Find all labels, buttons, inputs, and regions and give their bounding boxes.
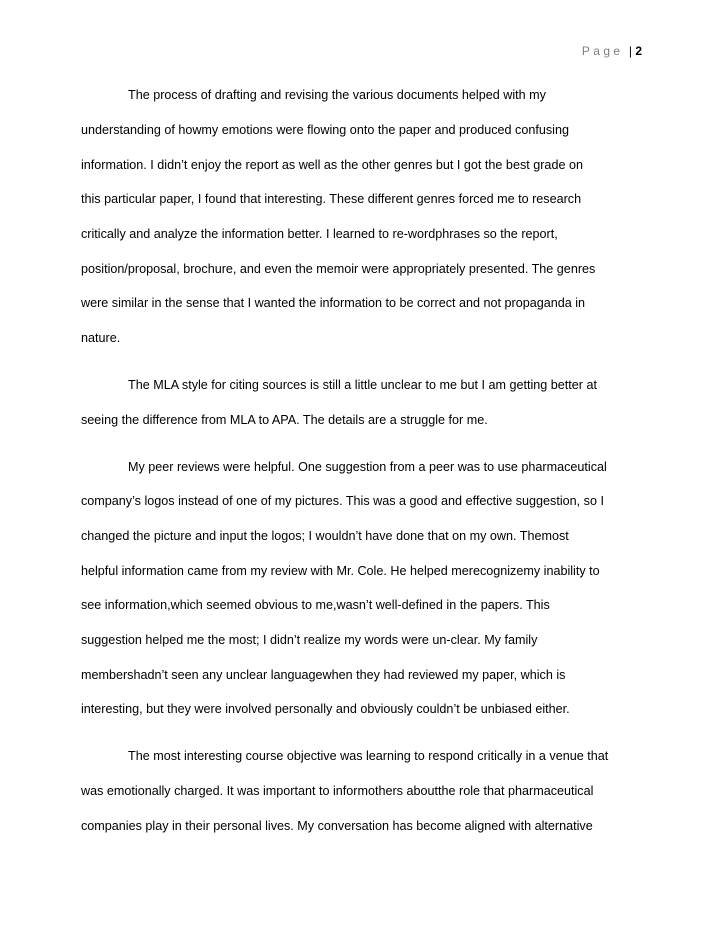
- text-line: position/proposal, brochure, and even the memoir were appropriately presented. The genres: [81, 262, 596, 276]
- page-header: [582, 43, 642, 59]
- text-line: The most interesting course objective was learning to respond critically in a venue that: [128, 749, 609, 763]
- header-separator: |: [628, 44, 632, 58]
- page-label: Page: [581, 44, 624, 58]
- text-line: interesting, but they were involved personally and obviously couldn’t be unbiased either.: [81, 702, 570, 716]
- text-line: My peer reviews were helpful. One suggestion from a peer was to use pharmaceutical: [128, 460, 607, 474]
- text-line: information. I didn’t enjoy the report as well as the other genres but I got the best grade on: [81, 158, 583, 172]
- text-line: this particular paper, I found that interesting. These different genres forced me to research: [81, 192, 582, 206]
- text-line: suggestion helped me the most; I didn’t realize my words were un-clear. My family: [81, 633, 538, 647]
- text-line: The process of drafting and revising the various documents helped with my: [128, 88, 546, 102]
- page-number: 2: [635, 44, 642, 58]
- text-line: companies play in their personal lives. My conversation has become aligned with alternative: [81, 819, 593, 833]
- text-line: membershadn’t seen any unclear languagewhen they had reviewed my paper, which is: [81, 668, 566, 682]
- text-line: understanding of howmy emotions were flowing onto the paper and produced confusing: [81, 123, 569, 137]
- text-line: The MLA style for citing sources is still a little unclear to me but I am getting better at: [128, 378, 597, 392]
- text-line: seeing the difference from MLA to APA. The details are a struggle for me.: [81, 413, 488, 427]
- text-line: changed the picture and input the logos; I wouldn’t have done that on my own. Themost: [81, 529, 569, 543]
- text-line: see information,which seemed obvious to me,wasn’t well-defined in the papers. This: [81, 598, 550, 612]
- text-line: was emotionally charged. It was important to informothers aboutthe role that pharmaceutical: [81, 784, 594, 798]
- text-line: critically and analyze the information better. I learned to re-wordphrases so the report,: [81, 227, 558, 241]
- text-line: company’s logos instead of one of my pictures. This was a good and effective suggestion, so I: [81, 494, 604, 508]
- text-line: were similar in the sense that I wanted the information to be correct and not propaganda in: [81, 296, 586, 310]
- text-line: nature.: [81, 331, 121, 345]
- text-line: helpful information came from my review with Mr. Cole. He helped merecognizemy inability to: [81, 564, 600, 578]
